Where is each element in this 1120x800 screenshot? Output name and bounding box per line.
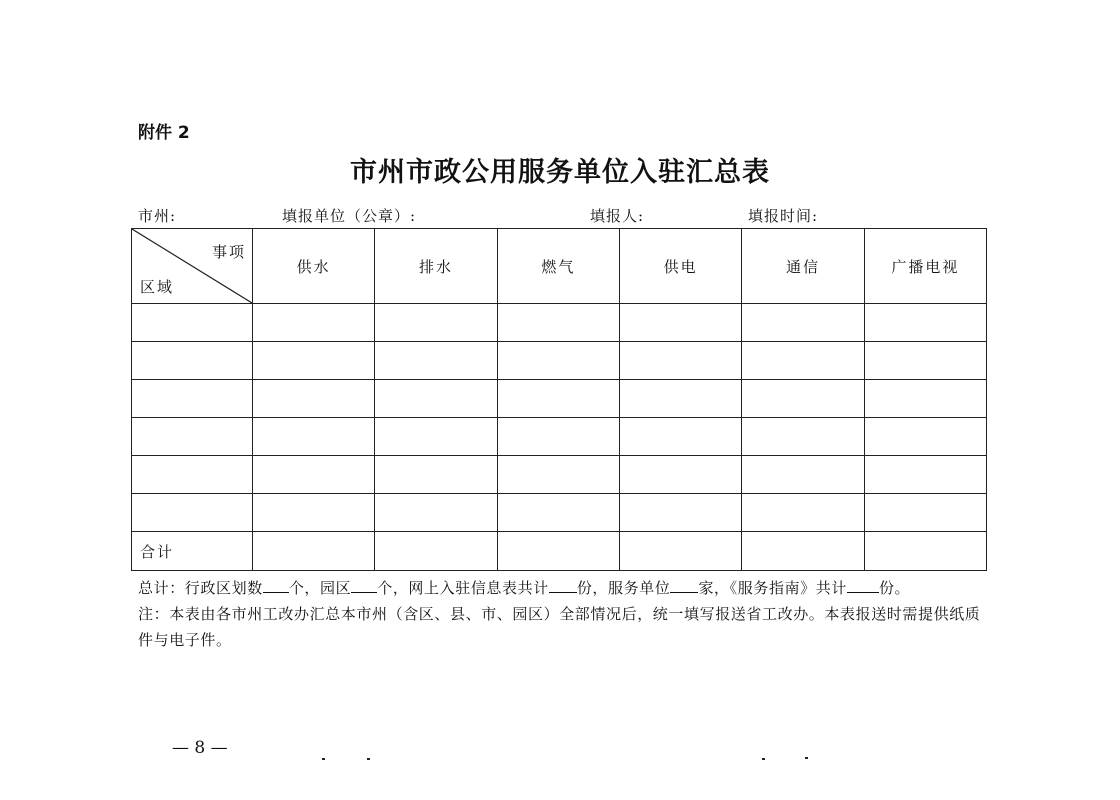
table-row xyxy=(132,304,987,342)
reporter-label: 填报人: xyxy=(590,207,645,225)
table-cell[interactable] xyxy=(253,342,375,380)
table-cell[interactable] xyxy=(864,380,986,418)
table-row xyxy=(132,418,987,456)
summary-text: 个，园区 xyxy=(288,579,352,597)
table-cell[interactable] xyxy=(742,494,864,532)
summary-text: 总计：行政区划数 xyxy=(138,579,263,597)
table-cell[interactable] xyxy=(742,532,864,571)
summary-table xyxy=(131,228,987,571)
table-cell[interactable] xyxy=(375,342,497,380)
table-cell[interactable] xyxy=(497,418,619,456)
table-cell[interactable] xyxy=(619,342,741,380)
table-cell[interactable] xyxy=(864,304,986,342)
table-cell[interactable] xyxy=(742,304,864,342)
table-cell[interactable] xyxy=(742,380,864,418)
corner-header-cell xyxy=(132,229,253,304)
table-cell[interactable] xyxy=(375,418,497,456)
table-cell[interactable] xyxy=(497,342,619,380)
table-cell[interactable] xyxy=(619,494,741,532)
table-cell[interactable] xyxy=(253,532,375,571)
summary-text: 份。 xyxy=(878,579,911,597)
table-cell[interactable] xyxy=(619,380,741,418)
corner-item-label: 事项 xyxy=(211,243,246,261)
table-cell[interactable] xyxy=(253,418,375,456)
corner-region-label: 区域 xyxy=(140,278,175,296)
table-cell[interactable] xyxy=(742,342,864,380)
table-cell[interactable] xyxy=(619,418,741,456)
table-row xyxy=(132,494,987,532)
table-cell[interactable] xyxy=(375,380,497,418)
total-row xyxy=(132,532,987,571)
page-number: — 8 — xyxy=(172,738,228,758)
table-cell[interactable] xyxy=(132,456,253,494)
column-header-telecom: 通信 xyxy=(742,229,864,304)
column-header-gas: 燃气 xyxy=(497,229,619,304)
note-paragraph: 注：本表由各市州工改办汇总本市州（含区、县、市、园区）全部情况后，统一填写报送省工改办。本表报送时需提供纸质件与电子件。 xyxy=(138,605,981,649)
table-cell[interactable] xyxy=(253,456,375,494)
summary-text: 个，网上入驻信息表共计 xyxy=(377,579,549,597)
table-cell[interactable] xyxy=(375,456,497,494)
table-cell[interactable] xyxy=(132,380,253,418)
table-cell[interactable] xyxy=(619,532,741,571)
table-cell[interactable] xyxy=(497,380,619,418)
table-cell[interactable] xyxy=(253,304,375,342)
table-row xyxy=(132,342,987,380)
reporting-unit-label: 填报单位（公章）: xyxy=(282,207,417,225)
table-cell[interactable] xyxy=(497,304,619,342)
blank-park-count[interactable] xyxy=(351,578,377,593)
table-row xyxy=(132,380,987,418)
table-cell[interactable] xyxy=(132,342,253,380)
table-cell[interactable] xyxy=(132,494,253,532)
notes-section xyxy=(138,575,988,653)
scan-speck xyxy=(322,758,325,760)
table-cell[interactable] xyxy=(253,494,375,532)
table-cell[interactable] xyxy=(375,532,497,571)
table-cell[interactable] xyxy=(497,532,619,571)
column-header-drainage: 排水 xyxy=(375,229,497,304)
blank-form-count[interactable] xyxy=(549,578,577,593)
scan-speck xyxy=(762,758,765,760)
table-cell[interactable] xyxy=(497,456,619,494)
table-cell[interactable] xyxy=(742,456,864,494)
table-cell[interactable] xyxy=(619,304,741,342)
table-cell[interactable] xyxy=(864,494,986,532)
table-cell[interactable] xyxy=(497,494,619,532)
table-cell[interactable] xyxy=(132,304,253,342)
summary-text: 家，《服务指南》共计 xyxy=(698,579,847,597)
column-header-broadcast-tv: 广播电视 xyxy=(864,229,986,304)
blank-guide-count[interactable] xyxy=(847,578,879,593)
table-cell[interactable] xyxy=(375,494,497,532)
table-cell[interactable] xyxy=(742,418,864,456)
report-time-label: 填报时间: xyxy=(748,207,819,225)
blank-district-count[interactable] xyxy=(263,578,289,593)
total-label: 合计 xyxy=(132,532,253,571)
table-cell[interactable] xyxy=(132,418,253,456)
summary-text: 份，服务单位 xyxy=(576,579,671,597)
city-label: 市州: xyxy=(138,207,177,225)
blank-unit-count[interactable] xyxy=(670,578,698,593)
table-cell[interactable] xyxy=(864,532,986,571)
scan-speck xyxy=(805,757,808,759)
summary-line xyxy=(138,575,988,601)
attachment-label: 附件 2 xyxy=(138,123,190,143)
table-header-row xyxy=(132,229,987,304)
table-cell[interactable] xyxy=(864,418,986,456)
table-cell[interactable] xyxy=(864,456,986,494)
scan-speck xyxy=(367,758,370,760)
document-title: 市州市政公用服务单位入驻汇总表 xyxy=(350,157,770,188)
column-header-power-supply: 供电 xyxy=(619,229,741,304)
table-cell[interactable] xyxy=(375,304,497,342)
table-cell[interactable] xyxy=(619,456,741,494)
column-header-water-supply: 供水 xyxy=(253,229,375,304)
table-row xyxy=(132,456,987,494)
table-cell[interactable] xyxy=(253,380,375,418)
table-cell[interactable] xyxy=(864,342,986,380)
